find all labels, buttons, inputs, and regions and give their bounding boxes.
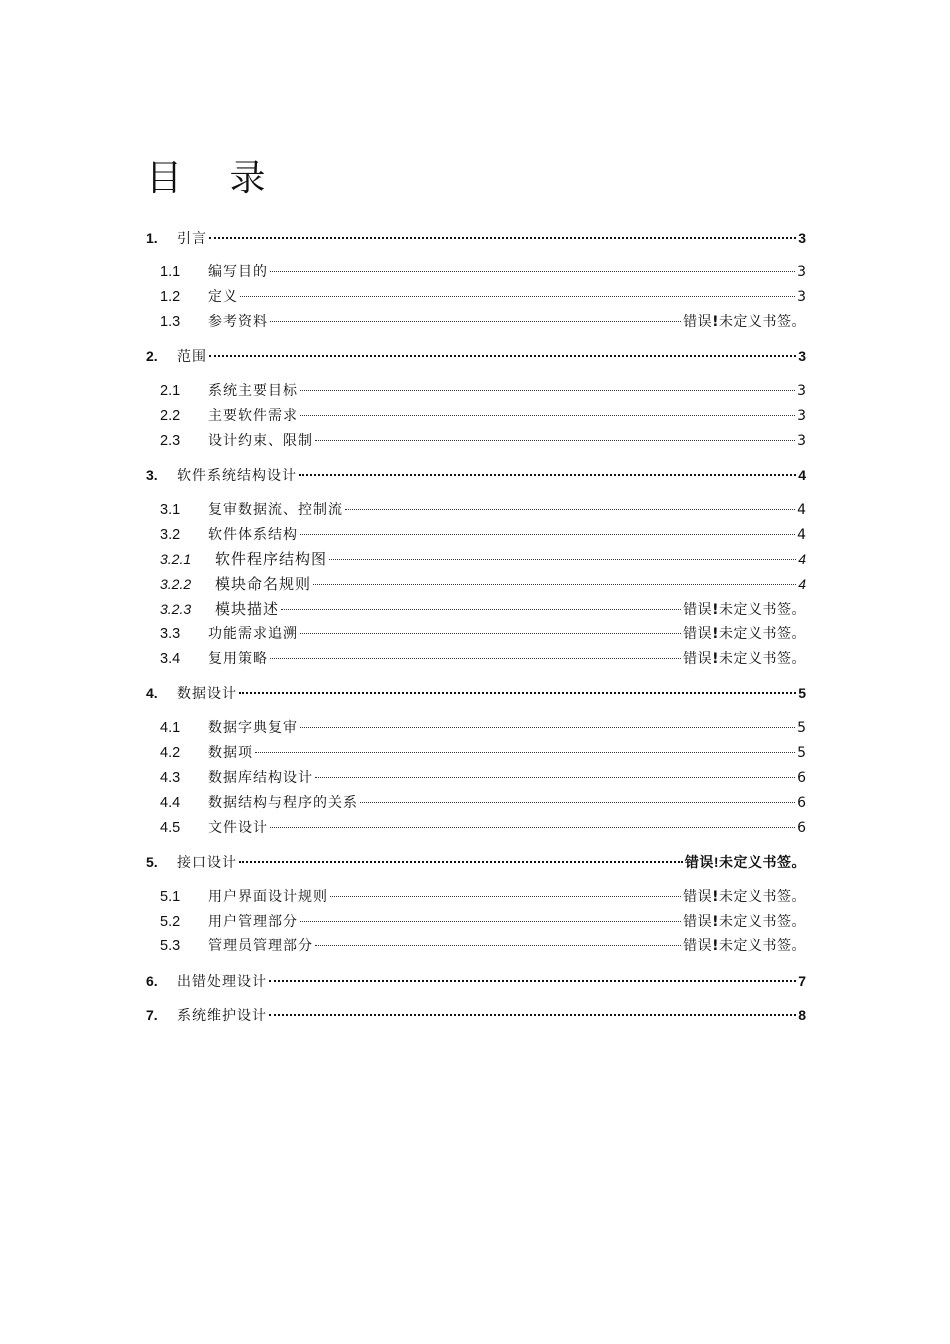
toc-dot-leader [281,609,681,610]
page-title: 目 录 [146,158,284,199]
toc-entry-number: 3.1 [160,502,181,518]
toc-dot-leader [329,559,796,560]
toc-dot-leader [270,658,681,659]
toc-entry-number: 1. [146,230,158,246]
toc-entry-page-number: 4 [798,576,806,592]
toc-entry[interactable] [160,262,806,282]
toc-entry-number: 3.2 [160,527,181,543]
toc-dot-leader [209,355,796,357]
toc-entry[interactable] [160,525,806,545]
toc-dot-leader [240,296,795,297]
toc-entry-page-number: 4 [798,467,806,483]
toc-entry-number: 3. [146,467,158,483]
toc-entry-page-number: 7 [798,973,806,989]
toc-dot-leader [300,921,681,922]
toc-entry-page-number: 8 [798,1007,806,1023]
toc-entry-number: 5. [146,854,158,870]
toc-dot-leader [270,321,681,322]
toc-dot-leader [269,980,796,982]
toc-entry[interactable] [146,346,806,367]
toc-dot-leader [299,474,796,476]
toc-entry[interactable] [146,1005,806,1026]
toc-entry-number: 4. [146,685,158,701]
toc-dot-leader [330,896,681,897]
toc-dot-leader [360,802,795,803]
toc-entry-page-number: 4 [797,502,806,518]
toc-entry[interactable] [146,465,806,486]
toc-dot-leader [300,415,795,416]
toc-entry-title: 编写目的 [208,264,268,280]
toc-entry-number: 2. [146,348,158,364]
toc-dot-leader [300,633,681,634]
toc-entry[interactable] [160,312,806,332]
toc-entry[interactable] [160,793,806,813]
toc-entry-number: 7. [146,1007,158,1023]
toc-entry-title: 用户界面设计规则 [208,889,328,905]
toc-entry-page-number: 6 [797,770,806,786]
toc-entry[interactable] [160,768,806,788]
toc-entry-title: 引言 [177,231,207,247]
toc-dot-leader [300,390,795,391]
toc-entry-title: 用户管理部分 [208,914,298,930]
toc-entry-page-number: 5 [798,685,806,701]
toc-entry-page-number: 3 [797,383,806,399]
toc-entry-page-number: 3 [797,264,806,280]
toc-entry-title: 数据设计 [177,686,237,702]
toc-entry-bookmark-error: 错误!未定义书签。 [683,889,806,905]
toc-entry-title: 设计约束、限制 [208,433,313,449]
toc-dot-leader [300,534,795,535]
toc-entry-number: 5.2 [160,914,181,930]
toc-entry[interactable] [160,500,806,520]
toc-dot-leader [270,827,795,828]
toc-entry-title: 主要软件需求 [208,408,298,424]
toc-entry[interactable] [160,887,806,907]
toc-entry[interactable] [160,912,806,932]
toc-entry-number: 4.5 [160,820,181,836]
toc-entry-number: 5.3 [160,938,181,954]
toc-dot-leader [315,777,795,778]
toc-entry[interactable] [160,624,806,644]
toc-entry-page-number: 6 [797,795,806,811]
toc-entry-number: 1.3 [160,314,181,330]
toc-entry-number: 2.3 [160,433,181,449]
toc-dot-leader [315,945,681,946]
toc-entry-title: 数据项 [208,745,253,761]
toc-dot-leader [315,440,795,441]
toc-entry-page-number: 6 [797,820,806,836]
toc-dot-leader [300,727,795,728]
toc-entry[interactable] [160,574,806,594]
toc-entry-number: 4.3 [160,770,181,786]
toc-entry-title: 数据结构与程序的关系 [208,795,358,811]
toc-entry-title: 模块描述 [215,600,280,618]
toc-entry-title: 复用策略 [208,651,268,667]
toc-entry-title: 范围 [177,349,207,365]
toc-entry[interactable] [160,818,806,838]
toc-entry-bookmark-error: 错误!未定义书签。 [683,938,806,954]
toc-entry-number: 3.2.1 [160,551,192,567]
toc-entry-number: 4.1 [160,720,181,736]
toc-entry-title: 数据字典复审 [208,720,298,736]
toc-entry[interactable] [160,599,806,620]
toc-entry-page-number: 3 [798,348,806,364]
toc-entry-page-number: 5 [797,720,806,736]
toc-entry-title: 出错处理设计 [177,974,267,990]
toc-entry-bookmark-error: 错误!未定义书签。 [683,314,806,330]
toc-entry[interactable] [146,971,806,992]
toc-dot-leader [239,861,683,863]
toc-entry-number: 3.4 [160,651,181,667]
toc-entry-number: 4.4 [160,795,181,811]
toc-entry-bookmark-error: 错误!未定义书签。 [684,854,806,870]
toc-entry[interactable] [160,549,806,569]
toc-entry-bookmark-error: 错误!未定义书签。 [683,651,806,667]
toc-entry-title: 数据库结构设计 [208,770,313,786]
toc-entry-title: 软件系统结构设计 [177,468,297,484]
toc-entry[interactable] [160,743,806,763]
toc-entry-number: 1.2 [160,289,181,305]
toc-dot-leader [270,271,795,272]
toc-entry-bookmark-error: 错误!未定义书签。 [683,626,806,642]
toc-dot-leader [345,509,795,510]
toc-entry[interactable] [160,406,806,426]
toc-entry-title: 系统维护设计 [177,1008,267,1024]
toc-entry-number: 4.2 [160,745,181,761]
toc-entry-title: 定义 [208,289,238,305]
toc-entry-number: 3.2.2 [160,576,192,592]
toc-entry[interactable] [160,936,806,956]
toc-dot-leader [239,692,796,694]
toc-entry-number: 6. [146,973,158,989]
toc-entry-page-number: 3 [798,230,806,246]
toc-entry[interactable] [146,852,806,873]
toc-entry-page-number: 3 [797,408,806,424]
toc-dot-leader [255,752,795,753]
toc-entry-number: 5.1 [160,889,181,905]
toc-entry-bookmark-error: 错误!未定义书签。 [683,914,806,930]
toc-entry-page-number: 4 [798,551,806,567]
toc-entry-number: 3.3 [160,626,181,642]
toc-entry[interactable] [160,649,806,669]
toc-entry[interactable] [160,287,806,307]
toc-entry-title: 文件设计 [208,820,268,836]
toc-entry-title: 模块命名规则 [215,575,312,593]
toc-entry-title: 系统主要目标 [208,383,298,399]
toc-entry-title: 软件体系结构 [208,527,298,543]
toc-entry-title: 管理员管理部分 [208,938,313,954]
toc-entry-page-number: 3 [797,433,806,449]
toc-entry-title: 参考资料 [208,314,268,330]
toc-entry-page-number: 3 [797,289,806,305]
toc-entry-page-number: 5 [797,745,806,761]
toc-entry-number: 2.1 [160,383,181,399]
toc-dot-leader [269,1014,796,1016]
toc-entry-number: 2.2 [160,408,181,424]
toc-entry-number: 3.2.3 [160,601,192,617]
toc-entry-title: 功能需求追溯 [208,626,298,642]
toc-entry-bookmark-error: 错误!未定义书签。 [683,602,806,618]
toc-entry[interactable] [160,431,806,451]
toc-entry-page-number: 4 [797,527,806,543]
toc-dot-leader [313,584,796,585]
toc-entry[interactable] [160,381,806,401]
toc-entry-title: 软件程序结构图 [215,550,328,568]
toc-entry-title: 接口设计 [177,855,237,871]
toc-entry-title: 复审数据流、控制流 [208,502,343,518]
toc-entry-number: 1.1 [160,264,181,280]
toc-dot-leader [209,237,796,239]
toc-entry[interactable] [146,683,806,704]
toc-entry[interactable] [160,718,806,738]
toc-entry[interactable] [146,228,806,249]
